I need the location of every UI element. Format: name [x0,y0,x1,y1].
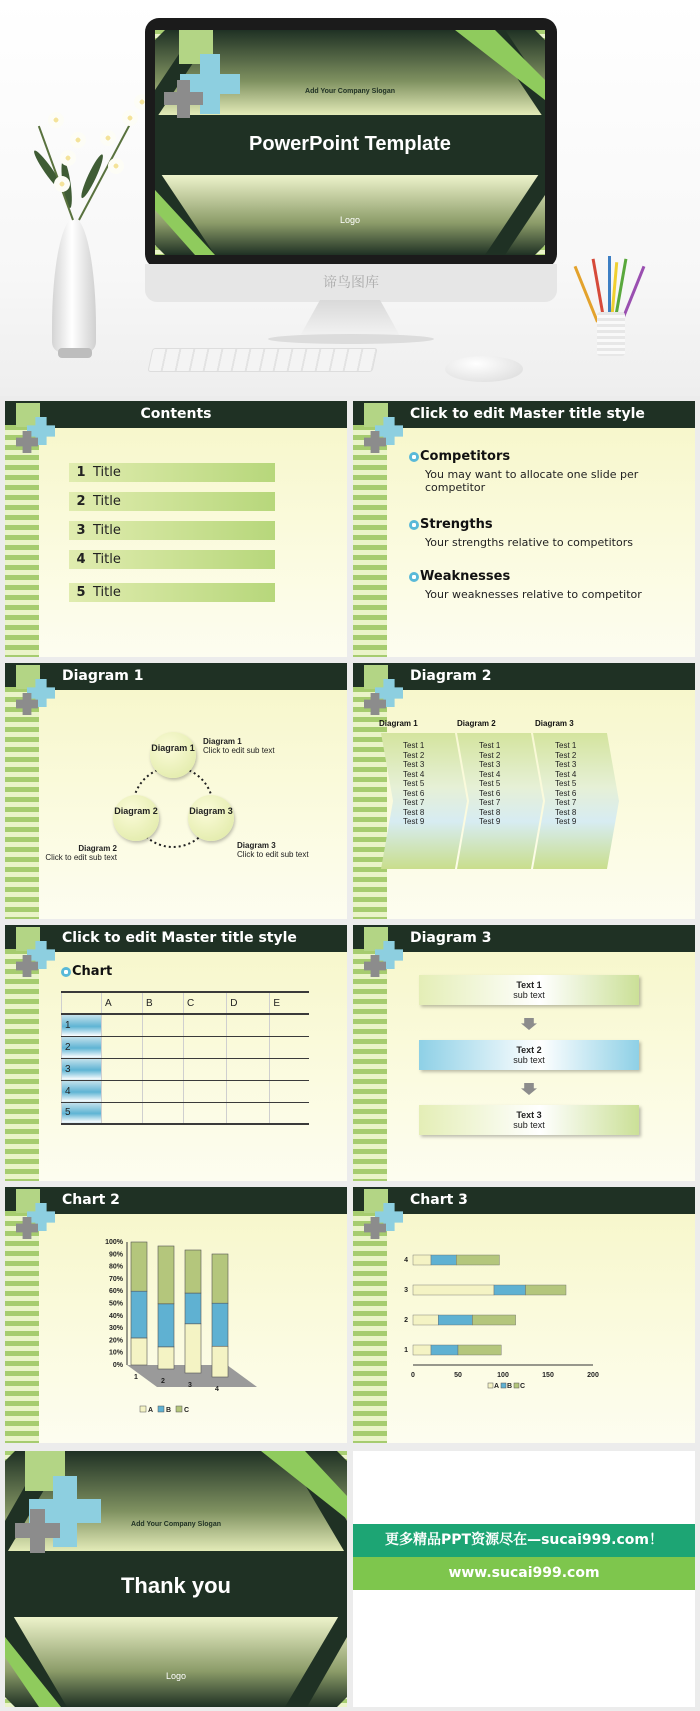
legend-swatch [501,1383,506,1388]
watermark-brand: 谛鸟图库 [323,275,379,291]
diagram-circle: Diagram 2 [113,795,159,841]
flow-box: Text 3 sub text [419,1105,639,1135]
bullet-heading: Strengths [409,517,493,532]
bar-segment-b [438,1315,472,1325]
y-tick-label: 0% [112,1362,123,1369]
mouse-illustration [445,356,523,382]
promo-panel [353,1451,695,1707]
bar-segment-c [158,1246,174,1304]
bar-segment-b [494,1285,526,1295]
slide-title: Diagram 1 [62,668,144,684]
y-tick-label: 40% [108,1312,123,1320]
promo-banner: 更多精品PPT资源尽在—sucai999.com！ [353,1524,695,1557]
row-header: 2 [62,1036,102,1058]
slide-title: Click to edit Master title style [62,930,297,946]
bar-segment-b [431,1345,458,1355]
y-tick-label: 70% [108,1275,123,1283]
flower [122,110,138,126]
bar-segment-c [456,1255,499,1265]
flower [54,176,70,192]
thankyou-title: Thank you [120,1573,231,1598]
promo-url[interactable]: www.sucai999.com [353,1557,695,1590]
toc-item: 1 Title [69,463,275,482]
bar-segment-a [413,1285,494,1295]
legend-label: B [507,1383,513,1390]
diagram-label: Diagram 1 Click to edit sub text [203,737,275,755]
legend-label: A [148,1407,154,1414]
slide-diagram1 [5,663,347,919]
legend-label: C [184,1407,190,1414]
x-tick-label: 0 [411,1372,415,1379]
toc-item: 5 Title [69,583,275,602]
slide-contents [5,401,347,657]
bullet-icon [409,452,419,462]
column-header: D [227,992,270,1014]
y-tick-label: 90% [108,1251,123,1259]
keyboard-illustration [147,348,377,372]
flow-box: Text 1 sub text [419,975,639,1005]
y-tick-label: 10% [108,1349,123,1357]
x-tick-label: 4 [215,1386,219,1393]
diagram-circle: Diagram 3 [188,795,234,841]
bar-segment-a [413,1315,438,1325]
legend-swatch [158,1406,164,1412]
cover-title: PowerPoint Template [249,133,451,155]
bar-segment-a [185,1324,201,1373]
x-tick-label: 150 [542,1372,554,1379]
slide-diagram3 [353,925,695,1181]
bullet-heading: Weaknesses [409,569,510,584]
table-subheading: Chart [61,964,112,979]
flower [60,150,76,166]
flower [108,158,124,174]
column-header: E [270,992,309,1014]
y-tick-label: 100% [105,1239,123,1246]
x-tick-label: 50 [454,1372,462,1379]
chevron-list: Test 1 Test 2 Test 3 Test 4 Test 5 Test 6 Test 7 Test 8 Test 9 [555,741,577,826]
flower [48,112,64,128]
slide-title: Diagram 3 [410,930,492,946]
flower [100,130,116,146]
toc-item: 3 Title [69,521,275,540]
bar-segment-b [131,1291,147,1338]
cover-slide [155,30,545,255]
diagram-ring [5,663,347,919]
y-tick-label: 80% [108,1263,123,1271]
stacked-column-chart [5,1187,347,1443]
legend-swatch [176,1406,182,1412]
x-tick-label: 3 [188,1382,192,1389]
bar-segment-c [526,1285,567,1295]
bar-segment-a [131,1338,147,1365]
flower [70,132,86,148]
toc-item: 4 Title [69,550,275,569]
legend-swatch [488,1383,493,1388]
bullet-text: You may want to allocate one slide per competitor [425,468,639,494]
x-tick-label: 200 [587,1372,599,1379]
bar-segment-a [413,1255,431,1265]
bullet-icon [61,967,71,977]
pencil-cup [597,312,625,356]
x-tick-label: 100 [497,1372,509,1379]
y-tick-label: 4 [404,1257,408,1264]
x-tick-label: 1 [134,1374,138,1381]
flow-box: Text 2 sub text [419,1040,639,1070]
row-header: 3 [62,1058,102,1080]
y-tick-label: 50% [108,1300,123,1308]
slide-title: Click to edit Master title style [410,406,645,422]
bar-segment-c [212,1254,228,1303]
diagram-label: Diagram 3 Click to edit sub text [237,841,309,859]
bullet-icon [409,520,419,530]
cover-logo: Logo [339,215,361,225]
bar-segment-b [431,1255,456,1265]
vase-base [58,348,92,358]
data-table [61,991,309,1125]
x-tick-label: 2 [161,1378,165,1385]
thankyou-logo: Logo [165,1671,187,1681]
row-header: 1 [62,1014,102,1036]
legend-label: B [166,1407,172,1414]
slide-title: Chart 3 [410,1192,468,1208]
y-tick-label: 20% [108,1337,123,1345]
y-tick-label: 60% [108,1288,123,1296]
bar-segment-b [212,1303,228,1346]
chevron-list: Test 1 Test 2 Test 3 Test 4 Test 5 Test 6 Test 7 Test 8 Test 9 [403,741,425,826]
bullet-text: Your weaknesses relative to competitor [425,588,642,601]
slide-bullets [353,401,695,657]
legend-label: A [494,1383,500,1390]
y-tick-label: 1 [404,1347,408,1354]
bar-segment-a [413,1345,431,1355]
diagram-circle: Diagram 1 [150,732,196,778]
legend-swatch [140,1406,146,1412]
slide-title: Diagram 2 [410,668,492,684]
toc-item: 2 Title [69,492,275,511]
bar-segment-c [185,1250,201,1293]
thankyou-slogan: Add Your Company Slogan [131,1521,221,1528]
column-header: B [143,992,184,1014]
slide-title: Contents [140,406,212,422]
bar-segment-a [212,1346,228,1377]
bar-segment-c [458,1345,501,1355]
bullet-icon [409,572,419,582]
down-arrow-icon [521,1018,537,1030]
bar-segment-b [185,1293,201,1324]
bar-segment-a [158,1347,174,1369]
monitor-stand-base [268,334,434,344]
slide-title: Chart 2 [62,1192,120,1208]
row-header: 5 [62,1102,102,1124]
y-tick-label: 2 [404,1317,408,1324]
down-arrow-icon [521,1083,537,1095]
table-corner [62,992,102,1014]
bar-segment-c [131,1242,147,1291]
row-header: 4 [62,1080,102,1102]
slide-chart3 [353,1187,695,1443]
bullet-text: Your strengths relative to competitors [425,536,633,549]
column-header: A [102,992,143,1014]
slide-diagram2 [353,663,695,919]
chevron-heading: Diagram 3 [535,719,574,728]
cover-slogan: Add Your Company Slogan [305,88,395,95]
y-tick-label: 30% [108,1325,123,1333]
legend-label: C [520,1383,526,1390]
slide-table [5,925,347,1181]
bullet-heading: Competitors [409,449,510,464]
bar-segment-b [158,1304,174,1347]
chevron-heading: Diagram 1 [379,719,418,728]
slide-chart2 [5,1187,347,1443]
chevron-list: Test 1 Test 2 Test 3 Test 4 Test 5 Test 6 Test 7 Test 8 Test 9 [479,741,501,826]
diagram-label: Diagram 2 Click to edit sub text [45,844,117,862]
column-header: C [184,992,227,1014]
stacked-bar-chart [353,1187,695,1443]
y-tick-label: 3 [404,1287,408,1294]
legend-swatch [514,1383,519,1388]
chevron-heading: Diagram 2 [457,719,496,728]
bar-segment-c [472,1315,515,1325]
slide-thankyou [5,1451,347,1707]
